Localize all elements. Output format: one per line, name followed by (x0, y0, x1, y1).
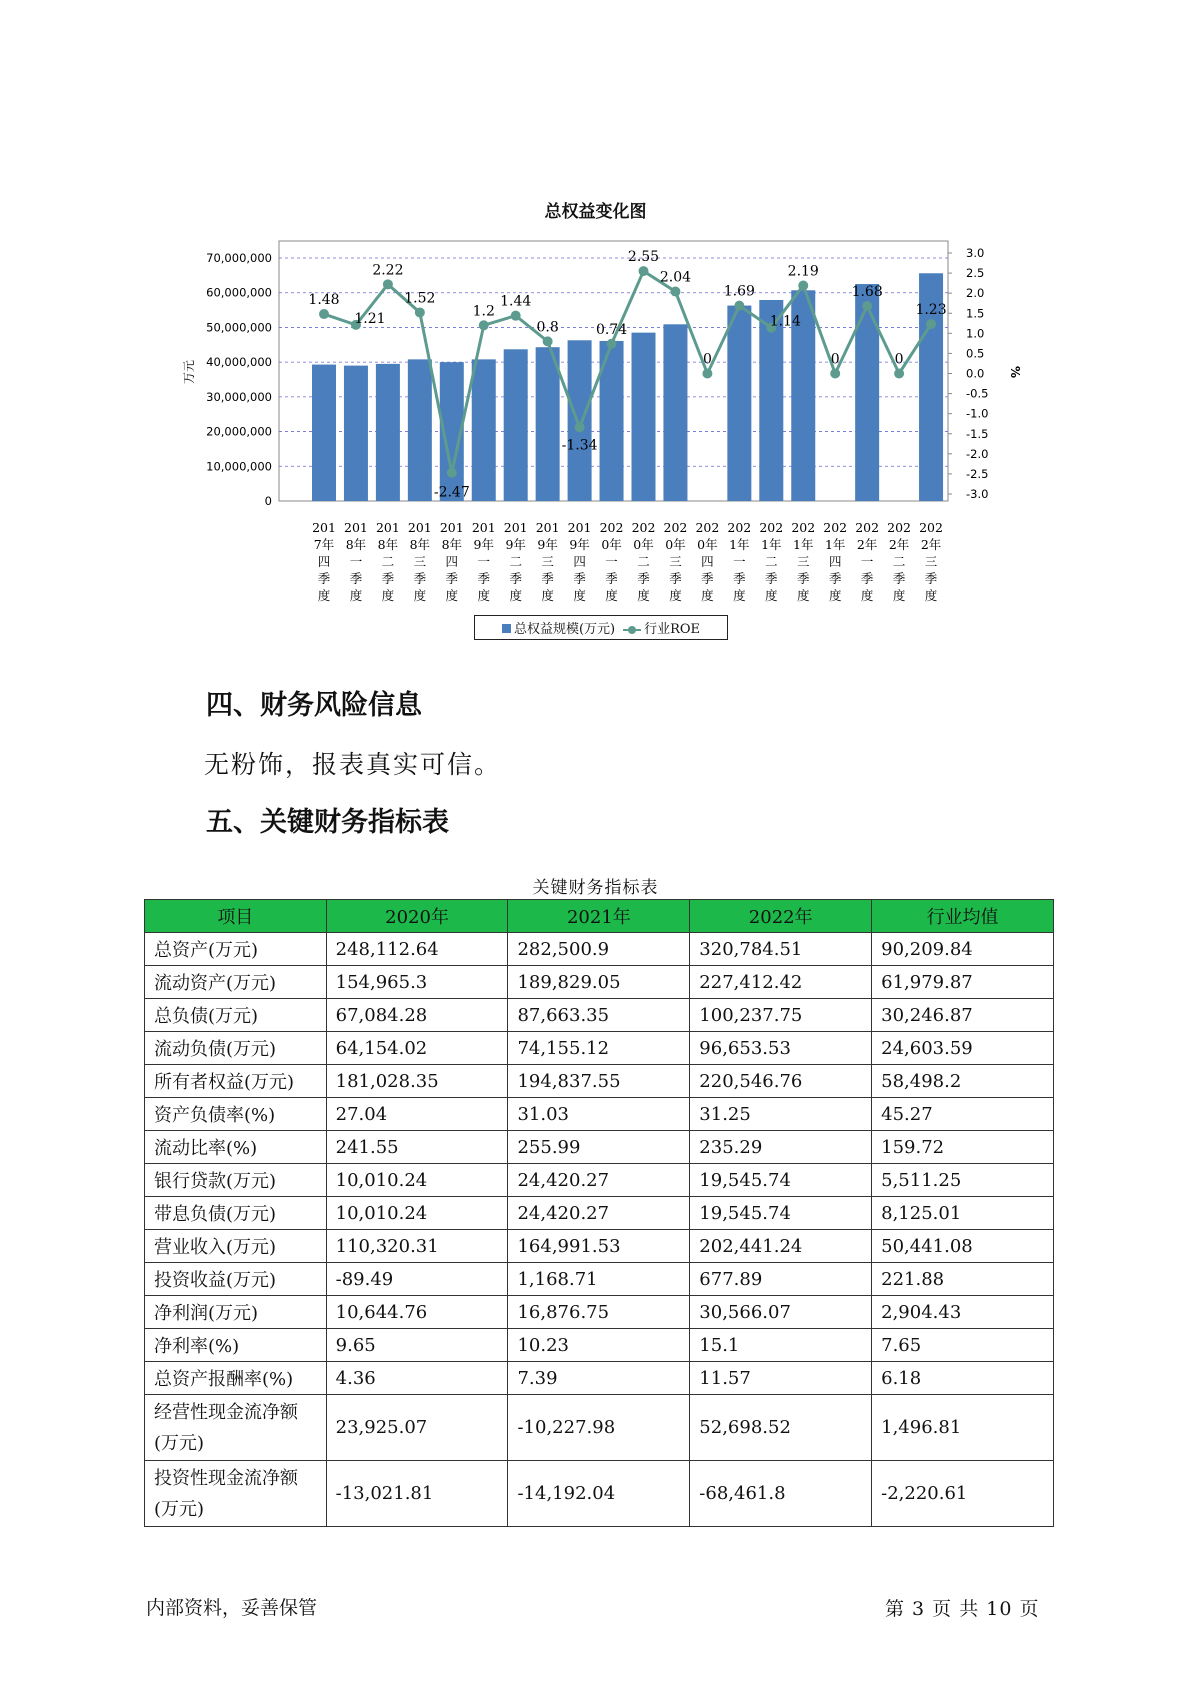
x-tick-label: 202 (599, 520, 624, 535)
roe-data-label: 2.55 (627, 249, 660, 266)
x-tick-label: 度 (541, 588, 554, 603)
row-value: 10,644.76 (326, 1296, 508, 1329)
x-tick-label: 1年 (824, 537, 846, 552)
row-value: 31.25 (690, 1098, 872, 1131)
table-row (145, 1395, 1054, 1461)
row-label: 银行贷款(万元) (145, 1164, 327, 1197)
x-tick-label: 一 (605, 554, 618, 569)
x-tick-label: 季 (765, 571, 778, 586)
row-value: 15.1 (690, 1329, 872, 1362)
row-value: 159.72 (872, 1131, 1054, 1164)
x-tick-label: 三 (413, 554, 427, 569)
x-tick-label: 二 (381, 554, 395, 569)
y-right-tick-label: 0.0 (966, 366, 985, 381)
row-value: 19,545.74 (690, 1197, 872, 1230)
row-value: 24,420.27 (508, 1197, 690, 1230)
roe-data-label: 1.14 (769, 313, 801, 330)
x-tick-label: 二 (892, 554, 906, 569)
x-tick-label: 度 (733, 588, 746, 603)
row-value: 194,837.55 (508, 1065, 690, 1098)
header-2020: 2020年 (326, 900, 508, 933)
row-value: 100,237.75 (690, 999, 872, 1032)
roe-data-label: 1.2 (472, 303, 495, 320)
bar (632, 333, 656, 501)
roe-point (447, 468, 457, 478)
table-row (145, 1329, 1054, 1362)
x-tick-label: 度 (860, 588, 874, 603)
table-row (145, 1461, 1054, 1527)
x-tick-label: 二 (765, 554, 778, 569)
roe-point (383, 279, 393, 289)
row-value: -2,220.61 (872, 1461, 1054, 1527)
x-tick-label: 度 (477, 588, 491, 603)
x-tick-label: 季 (828, 571, 842, 586)
roe-point (830, 369, 840, 379)
row-value: 677.89 (690, 1263, 872, 1296)
roe-data-label: 2.22 (372, 262, 404, 279)
x-tick-label: 202 (727, 520, 752, 535)
row-label: 总资产(万元) (145, 933, 327, 966)
header-2021: 2021年 (508, 900, 690, 933)
y-right-tick-label: -1.5 (966, 426, 989, 441)
header-2022: 2022年 (690, 900, 872, 933)
legend-item-bar (502, 618, 615, 637)
roe-data-label: 1.23 (915, 302, 947, 319)
x-tick-label: 三 (541, 554, 554, 569)
bar (504, 349, 528, 501)
x-tick-label: 季 (733, 571, 746, 586)
y-right-tick-label: 2.0 (966, 286, 985, 301)
roe-data-label: -1.34 (561, 437, 598, 454)
x-tick-label: 季 (541, 571, 554, 586)
row-label: 所有者权益(万元) (145, 1065, 327, 1098)
x-tick-label: 201 (407, 520, 432, 535)
x-tick-label: 201 (471, 520, 496, 535)
table-row (145, 999, 1054, 1032)
table-row (145, 1362, 1054, 1395)
row-label: 净利率(%) (145, 1329, 327, 1362)
row-value: -10,227.98 (508, 1395, 690, 1461)
x-tick-label: 度 (828, 588, 842, 603)
row-label: 营业收入(万元) (145, 1230, 327, 1263)
row-value: 96,653.53 (690, 1032, 872, 1065)
x-tick-label: 1年 (761, 537, 782, 552)
row-value: 241.55 (326, 1131, 508, 1164)
row-value: 255.99 (508, 1131, 690, 1164)
row-value: 24,420.27 (508, 1164, 690, 1197)
y-left-tick-label: 0 (264, 494, 272, 508)
row-value: -14,192.04 (508, 1461, 690, 1527)
x-tick-label: 202 (631, 520, 656, 535)
roe-data-label: 0.74 (595, 321, 628, 338)
x-tick-label: 8年 (409, 537, 431, 552)
y-right-tick-label: -3.0 (966, 487, 989, 501)
roe-point (734, 301, 744, 311)
roe-point (926, 319, 936, 329)
row-value: 6.18 (872, 1362, 1054, 1395)
x-tick-label: 四 (573, 554, 586, 569)
row-value: 7.65 (872, 1329, 1054, 1362)
roe-data-label: 1.44 (500, 293, 532, 310)
y-left-tick-label: 20,000,000 (206, 424, 272, 439)
x-tick-label: 9年 (569, 537, 590, 552)
footer-page-number: 第 3 页 共 10 页 (885, 1598, 1040, 1620)
row-value: 189,829.05 (508, 966, 690, 999)
row-label: 投资收益(万元) (145, 1263, 327, 1296)
row-value: -89.49 (326, 1263, 508, 1296)
row-label: 投资性现金流净额(万元) (145, 1461, 327, 1527)
row-label: 经营性现金流净额(万元) (145, 1395, 327, 1461)
row-label: 总资产报酬率(%) (145, 1362, 327, 1395)
row-value: 45.27 (872, 1098, 1054, 1131)
row-value: 7.39 (508, 1362, 690, 1395)
roe-data-label: 0 (702, 351, 712, 368)
roe-data-label: 1.68 (851, 284, 883, 301)
x-tick-label: 季 (892, 571, 906, 586)
x-tick-label: 度 (796, 588, 810, 603)
x-tick-label: 一 (860, 554, 874, 569)
table-row (145, 1164, 1054, 1197)
x-tick-label: 季 (796, 571, 810, 586)
x-tick-label: 度 (701, 588, 714, 603)
row-label: 流动资产(万元) (145, 966, 327, 999)
table-row (145, 1197, 1054, 1230)
x-tick-label: 201 (535, 520, 560, 535)
roe-data-label: 1.69 (723, 283, 755, 300)
x-tick-label: 季 (605, 571, 618, 586)
roe-data-label: 1.52 (404, 290, 436, 307)
row-label: 总负债(万元) (145, 999, 327, 1032)
section4-paragraph: 无粉饰，报表真实可信。 (204, 750, 502, 779)
x-tick-label: 四 (701, 554, 714, 569)
row-value: 248,112.64 (326, 933, 508, 966)
row-value: 24,603.59 (872, 1032, 1054, 1065)
y-left-tick-label: 60,000,000 (206, 285, 272, 300)
row-value: 67,084.28 (326, 999, 508, 1032)
x-tick-label: 9年 (505, 537, 526, 552)
row-value: 50,441.08 (872, 1230, 1054, 1263)
x-tick-label: 一 (477, 554, 491, 569)
roe-data-label: 2.04 (659, 269, 692, 286)
legend-bar-label: 总权益规模(万元) (513, 622, 616, 637)
table-row (145, 933, 1054, 966)
x-tick-label: 度 (445, 588, 459, 603)
y-left-tick-label: 10,000,000 (206, 459, 272, 474)
roe-point (862, 301, 872, 311)
x-tick-label: 二 (509, 554, 522, 569)
x-tick-label: 0年 (665, 537, 686, 552)
roe-point (415, 307, 425, 317)
row-label: 净利润(万元) (145, 1296, 327, 1329)
table-row (145, 1065, 1054, 1098)
x-tick-label: 季 (349, 571, 363, 586)
x-tick-label: 度 (669, 588, 682, 603)
x-tick-label: 1年 (793, 537, 814, 552)
y-right-tick-label: -0.5 (966, 386, 989, 401)
row-label: 资产负债率(%) (145, 1098, 327, 1131)
x-tick-label: 季 (445, 571, 459, 586)
x-tick-label: 季 (509, 571, 522, 586)
x-tick-label: 度 (381, 588, 395, 603)
row-value: 227,412.42 (690, 966, 872, 999)
header-industry-avg: 行业均值 (872, 900, 1054, 933)
row-value: 16,876.75 (508, 1296, 690, 1329)
x-tick-label: 季 (637, 571, 650, 586)
table-row (145, 1032, 1054, 1065)
x-tick-label: 201 (344, 520, 368, 535)
x-tick-label: 202 (695, 520, 720, 535)
row-value: 64,154.02 (326, 1032, 508, 1065)
x-tick-label: 季 (413, 571, 427, 586)
bar (727, 306, 751, 501)
x-tick-label: 度 (413, 588, 427, 603)
roe-point (798, 281, 808, 291)
row-value: 220,546.76 (690, 1065, 872, 1098)
x-tick-label: 三 (796, 554, 810, 569)
row-value: 10,010.24 (326, 1197, 508, 1230)
x-tick-label: 季 (669, 571, 682, 586)
table-row (145, 966, 1054, 999)
x-tick-label: 度 (924, 588, 938, 603)
x-tick-label: 度 (573, 588, 586, 603)
row-value: 58,498.2 (872, 1065, 1054, 1098)
row-value: 1,168.71 (508, 1263, 690, 1296)
table-row (145, 1131, 1054, 1164)
x-tick-label: 8年 (377, 537, 399, 552)
bar (408, 359, 432, 501)
row-value: 11.57 (690, 1362, 872, 1395)
roe-point (479, 320, 489, 330)
row-value: 9.65 (326, 1329, 508, 1362)
y-right-tick-label: 3.0 (966, 246, 985, 260)
row-value: 90,209.84 (872, 933, 1054, 966)
x-tick-label: 二 (637, 554, 650, 569)
x-tick-label: 三 (669, 554, 682, 569)
x-tick-label: 度 (317, 588, 331, 603)
x-tick-label: 四 (317, 554, 331, 569)
row-value: 235.29 (690, 1131, 872, 1164)
table-row (145, 1296, 1054, 1329)
row-value: -13,021.81 (326, 1461, 508, 1527)
row-value: 27.04 (326, 1098, 508, 1131)
x-tick-label: 2年 (888, 537, 910, 552)
row-label: 流动负债(万元) (145, 1032, 327, 1065)
y-right-tick-label: -1.0 (966, 406, 989, 421)
x-tick-label: 0年 (697, 537, 718, 552)
chart-legend (474, 615, 728, 640)
bar (663, 324, 687, 501)
row-value: 19,545.74 (690, 1164, 872, 1197)
x-tick-label: 度 (605, 588, 618, 603)
roe-data-label: 0 (894, 351, 904, 368)
row-value: 202,441.24 (690, 1230, 872, 1263)
row-value: 4.36 (326, 1362, 508, 1395)
y-left-tick-label: 50,000,000 (206, 320, 272, 335)
x-tick-label: 202 (791, 520, 816, 535)
x-tick-label: 201 (312, 520, 336, 535)
row-value: 87,663.35 (508, 999, 690, 1032)
bar (568, 340, 592, 501)
x-tick-label: 季 (701, 571, 714, 586)
y-left-tick-label: 40,000,000 (206, 355, 272, 370)
x-tick-label: 201 (375, 520, 400, 535)
roe-point (511, 311, 521, 321)
y-left-tick-label: 30,000,000 (206, 389, 272, 404)
bar (472, 359, 496, 501)
x-tick-label: 201 (567, 520, 592, 535)
roe-point (894, 369, 904, 379)
row-label: 流动比率(%) (145, 1131, 327, 1164)
legend-line-label: 行业ROE (644, 622, 701, 637)
x-tick-label: 四 (445, 554, 459, 569)
x-tick-label: 度 (637, 588, 650, 603)
bar (376, 364, 400, 501)
table-header-row (145, 900, 1054, 933)
y-right-tick-label: 0.5 (966, 346, 985, 361)
y-right-tick-label: 1.0 (966, 326, 985, 341)
roe-point (670, 287, 680, 297)
table-row (145, 1263, 1054, 1296)
chart-title: 总权益变化图 (544, 202, 647, 222)
roe-data-label: 1.48 (308, 292, 340, 309)
x-tick-label: 季 (924, 571, 938, 586)
x-tick-label: 0年 (601, 537, 622, 552)
roe-data-label: 2.19 (787, 263, 819, 280)
key-financial-table (144, 899, 1054, 1527)
bar (344, 366, 368, 501)
bar (312, 365, 336, 501)
x-tick-label: 一 (733, 554, 746, 569)
roe-point (639, 266, 649, 276)
table-row (145, 1230, 1054, 1263)
row-value: 221.88 (872, 1263, 1054, 1296)
x-tick-label: 201 (439, 520, 464, 535)
footer-confidential: 内部资料，妥善保管 (146, 1597, 318, 1619)
x-tick-label: 202 (887, 520, 912, 535)
y-right-tick-label: 1.5 (966, 306, 985, 321)
x-tick-label: 度 (509, 588, 522, 603)
row-value: 23,925.07 (326, 1395, 508, 1461)
x-tick-label: 四 (828, 554, 842, 569)
row-value: 31.03 (508, 1098, 690, 1131)
x-tick-label: 202 (663, 520, 688, 535)
x-tick-label: 202 (759, 520, 784, 535)
y-left-axis-label: 万元 (182, 359, 196, 385)
x-tick-label: 8年 (441, 537, 463, 552)
row-value: 30,246.87 (872, 999, 1054, 1032)
x-tick-label: 2年 (856, 537, 878, 552)
table-caption: 关键财务指标表 (532, 878, 659, 898)
x-tick-label: 202 (855, 520, 880, 535)
x-tick-label: 202 (823, 520, 848, 535)
row-value: 154,965.3 (326, 966, 508, 999)
section5-heading: 五、关键财务指标表 (206, 807, 449, 838)
x-tick-label: 9年 (537, 537, 558, 552)
roe-data-label: 0.8 (536, 319, 559, 336)
row-value: 5,511.25 (872, 1164, 1054, 1197)
row-value: -68,461.8 (690, 1461, 872, 1527)
x-tick-label: 三 (924, 554, 938, 569)
x-tick-label: 季 (381, 571, 395, 586)
x-tick-label: 9年 (473, 537, 494, 552)
x-tick-label: 7年 (313, 537, 335, 552)
x-tick-label: 2年 (920, 537, 942, 552)
roe-data-label: 0 (830, 351, 840, 368)
row-value: 10.23 (508, 1329, 690, 1362)
row-value: 320,784.51 (690, 933, 872, 966)
row-value: 282,500.9 (508, 933, 690, 966)
row-value: 10,010.24 (326, 1164, 508, 1197)
row-value: 1,496.81 (872, 1395, 1054, 1461)
header-item: 项目 (145, 900, 327, 933)
bar (536, 347, 560, 501)
row-value: 8,125.01 (872, 1197, 1054, 1230)
row-value: 181,028.35 (326, 1065, 508, 1098)
row-label: 带息负债(万元) (145, 1197, 327, 1230)
x-tick-label: 度 (765, 588, 778, 603)
y-right-tick-label: -2.5 (966, 466, 989, 481)
roe-point (319, 309, 329, 319)
row-value: 30,566.07 (690, 1296, 872, 1329)
x-tick-label: 0年 (633, 537, 654, 552)
row-value: 61,979.87 (872, 966, 1054, 999)
roe-point (607, 339, 617, 349)
legend-item-line (623, 618, 700, 637)
y-right-tick-label: -2.0 (966, 446, 989, 461)
x-tick-label: 季 (860, 571, 874, 586)
roe-point (543, 336, 553, 346)
equity-chart (0, 0, 1191, 660)
roe-point (575, 422, 585, 432)
roe-data-label: 1.21 (354, 310, 386, 327)
row-value: 52,698.52 (690, 1395, 872, 1461)
x-tick-label: 度 (349, 588, 363, 603)
row-value: 164,991.53 (508, 1230, 690, 1263)
row-value: 74,155.12 (508, 1032, 690, 1065)
roe-data-label: -2.47 (433, 484, 470, 501)
table-row (145, 1098, 1054, 1131)
x-tick-label: 季 (573, 571, 586, 586)
x-tick-label: 度 (892, 588, 906, 603)
x-tick-label: 季 (317, 571, 331, 586)
y-left-tick-label: 70,000,000 (206, 251, 272, 265)
roe-point (702, 369, 712, 379)
section4-heading: 四、财务风险信息 (206, 690, 422, 721)
x-tick-label: 1年 (729, 537, 750, 552)
y-right-axis-label: % (1008, 365, 1022, 379)
x-tick-label: 202 (919, 520, 943, 535)
x-tick-label: 201 (503, 520, 528, 535)
x-tick-label: 一 (349, 554, 363, 569)
y-right-tick-label: 2.5 (966, 266, 985, 281)
row-value: 2,904.43 (872, 1296, 1054, 1329)
x-tick-label: 季 (477, 571, 491, 586)
x-tick-label: 8年 (345, 537, 367, 552)
bar (855, 284, 879, 501)
row-value: 110,320.31 (326, 1230, 508, 1263)
